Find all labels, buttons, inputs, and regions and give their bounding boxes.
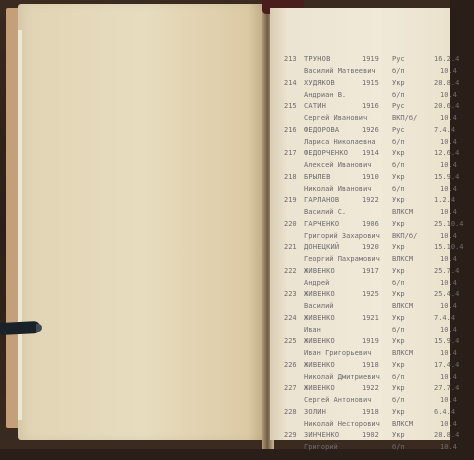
given-names: Сергей Иванович bbox=[304, 114, 368, 122]
entry-number: 218 bbox=[284, 172, 297, 181]
date-primary: 17.4.4 bbox=[434, 360, 460, 369]
entry-number: 229 bbox=[284, 431, 297, 439]
party-membership: б/п bbox=[392, 137, 405, 146]
party-membership: б/п bbox=[392, 67, 405, 75]
date-primary: 25.7.4 bbox=[434, 266, 460, 275]
date-primary: 12.6.4 bbox=[434, 149, 460, 157]
date-primary: 6.4.4 bbox=[434, 407, 456, 416]
birth-year: 1919 bbox=[362, 337, 379, 345]
date-primary: 20.6.4 bbox=[434, 102, 460, 110]
given-names: Григорий bbox=[304, 443, 338, 451]
surname: ЖИВЕНКО bbox=[304, 313, 335, 322]
surname: ГАРЛАНОВ bbox=[304, 196, 340, 204]
nationality: Укр bbox=[392, 337, 405, 345]
surname: ЖИВЕНКО bbox=[304, 266, 335, 275]
surname: ЖИВЕНКО bbox=[304, 360, 335, 369]
birth-year: 1926 bbox=[362, 125, 379, 134]
entry-number: 213 bbox=[284, 55, 297, 63]
party-membership: ВКП/б/ bbox=[392, 114, 418, 122]
date-secondary: 10.4 bbox=[440, 67, 457, 75]
date-secondary: 10.4 bbox=[440, 419, 457, 428]
party-membership: б/п bbox=[392, 396, 405, 404]
entry-number: 226 bbox=[284, 360, 297, 369]
given-names: Андрей bbox=[304, 278, 330, 287]
birth-year: 1902 bbox=[362, 431, 379, 439]
surname: ГАРЧЕНКО bbox=[304, 219, 340, 228]
party-membership: б/п bbox=[392, 90, 405, 99]
birth-year: 1917 bbox=[362, 266, 379, 275]
entry-number: 220 bbox=[284, 219, 297, 228]
nationality: Укр bbox=[392, 172, 405, 181]
entry-number: 216 bbox=[284, 125, 297, 134]
date-primary: 25.4.4 bbox=[434, 290, 460, 298]
given-names: Василий bbox=[304, 302, 334, 310]
given-names: Андриан В. bbox=[304, 90, 347, 99]
birth-year: 1910 bbox=[362, 172, 379, 181]
date-primary: 28.8.4 bbox=[434, 431, 460, 439]
date-primary: 27.7.4 bbox=[434, 384, 460, 392]
birth-year: 1915 bbox=[362, 78, 379, 87]
entry-number: 217 bbox=[284, 149, 297, 157]
party-membership: ВЛКСМ bbox=[392, 208, 414, 216]
entry-number: 222 bbox=[284, 266, 297, 275]
date-primary: 1.2.4 bbox=[434, 196, 456, 204]
date-secondary: 10.4 bbox=[440, 349, 457, 357]
entry-number: 214 bbox=[284, 78, 297, 87]
entry-number: 219 bbox=[284, 196, 297, 204]
date-secondary: 10.4 bbox=[440, 114, 457, 122]
nationality: Рус bbox=[392, 55, 405, 63]
birth-year: 1919 bbox=[362, 55, 379, 63]
page-edge bbox=[18, 30, 22, 420]
register-entry bbox=[282, 430, 460, 460]
nationality: Укр bbox=[392, 78, 405, 87]
party-membership: б/п bbox=[392, 372, 405, 381]
date-secondary: 10.4 bbox=[440, 443, 457, 451]
entry-number: 225 bbox=[284, 337, 297, 345]
nationality: Укр bbox=[392, 290, 405, 298]
nationality: Укр bbox=[392, 407, 405, 416]
date-secondary: 10.4 bbox=[440, 184, 457, 193]
date-secondary: 10.4 bbox=[440, 255, 457, 263]
given-names: Лариса Николаевна bbox=[304, 137, 376, 146]
pen bbox=[0, 321, 40, 335]
nationality: Укр bbox=[392, 196, 405, 204]
party-membership: б/п bbox=[392, 184, 405, 193]
date-primary: 16.2.4 bbox=[434, 55, 460, 63]
given-names: Василий Матвеевич bbox=[304, 67, 376, 75]
nationality: Укр bbox=[392, 266, 405, 275]
given-names: Сергей Антонович bbox=[304, 396, 372, 404]
given-names: Николай Иванович bbox=[304, 184, 372, 193]
nationality: Укр bbox=[392, 384, 405, 392]
party-membership: б/п bbox=[392, 325, 405, 334]
birth-year: 1920 bbox=[362, 243, 379, 251]
date-secondary: 10.4 bbox=[440, 208, 457, 216]
surname: ФЕДОРОВА bbox=[304, 125, 340, 134]
nationality: Рус bbox=[392, 102, 405, 110]
birth-year: 1918 bbox=[362, 407, 379, 416]
party-membership: ВКП/б/ bbox=[392, 231, 418, 240]
date-secondary: 10.4 bbox=[440, 396, 457, 404]
nationality: Рус bbox=[392, 125, 405, 134]
birth-year: 1922 bbox=[362, 384, 379, 392]
date-secondary: 10.4 bbox=[440, 302, 457, 310]
surname: ДОНЕЦКИЙ bbox=[304, 243, 340, 251]
surname: ЗИНЧЕНКО bbox=[304, 431, 340, 439]
entry-number: 221 bbox=[284, 243, 297, 251]
party-membership: ВЛКСМ bbox=[392, 349, 414, 357]
nationality: Укр bbox=[392, 360, 405, 369]
entry-number: 215 bbox=[284, 102, 297, 110]
entry-number: 228 bbox=[284, 407, 297, 416]
given-names: Николай Несторович bbox=[304, 419, 380, 428]
date-secondary: 10.4 bbox=[440, 372, 457, 381]
date-primary: 7.4.4 bbox=[434, 313, 456, 322]
surname: ФЕДОРЧЕНКО bbox=[304, 149, 349, 157]
given-names: Алексей Иванович bbox=[304, 161, 372, 169]
given-names: Иван bbox=[304, 325, 321, 334]
given-names: Николай Дмитриевич bbox=[304, 372, 380, 381]
birth-year: 1906 bbox=[362, 219, 379, 228]
surname: ЖИВЕНКО bbox=[304, 384, 335, 392]
birth-year: 1921 bbox=[362, 313, 379, 322]
nationality: Укр bbox=[392, 219, 405, 228]
entry-number: 224 bbox=[284, 313, 297, 322]
party-membership: ВЛКСМ bbox=[392, 419, 414, 428]
date-primary: 15.9.4 bbox=[434, 337, 460, 345]
party-membership: ВЛКСМ bbox=[392, 255, 414, 263]
nationality: Укр bbox=[392, 243, 405, 251]
date-secondary: 10.4 bbox=[440, 90, 457, 99]
given-names: Георгий Пахрамович bbox=[304, 255, 380, 263]
surname: САТИН bbox=[304, 102, 327, 110]
birth-year: 1914 bbox=[362, 149, 379, 157]
entry-number: 223 bbox=[284, 290, 297, 298]
left-blank-page bbox=[18, 4, 268, 440]
party-membership: б/п bbox=[392, 443, 405, 451]
surname: ЗОЛИН bbox=[304, 407, 327, 416]
birth-year: 1922 bbox=[362, 196, 379, 204]
date-secondary: 10.4 bbox=[440, 325, 457, 334]
date-primary: 25.10.4 bbox=[434, 219, 464, 228]
nationality: Укр bbox=[392, 313, 405, 322]
nationality: Укр bbox=[392, 149, 405, 157]
date-secondary: 10.4 bbox=[440, 161, 457, 169]
date-primary: 15.9.4 bbox=[434, 172, 460, 181]
surname: БРЫЛЕВ bbox=[304, 172, 331, 181]
surname: ТРУНОВ bbox=[304, 55, 331, 63]
given-names: Григорий Захарович bbox=[304, 231, 380, 240]
party-membership: б/п bbox=[392, 278, 405, 287]
date-secondary: 10.4 bbox=[440, 137, 457, 146]
birth-year: 1916 bbox=[362, 102, 379, 110]
party-membership: ВЛКСМ bbox=[392, 302, 414, 310]
nationality: Укр bbox=[392, 431, 405, 439]
surname: ЖИВЕНКО bbox=[304, 290, 335, 298]
given-names: Иван Григорьевич bbox=[304, 349, 372, 357]
given-names: Василий С. bbox=[304, 208, 347, 216]
surname: ЖИВЕНКО bbox=[304, 337, 335, 345]
date-secondary: 10.4 bbox=[440, 231, 457, 240]
birth-year: 1925 bbox=[362, 290, 379, 298]
birth-year: 1918 bbox=[362, 360, 379, 369]
date-secondary: 10.4 bbox=[440, 278, 457, 287]
surname: ХУДЯКОВ bbox=[304, 78, 335, 87]
date-primary: 15.10.4 bbox=[434, 243, 464, 251]
date-primary: 28.8.4 bbox=[434, 78, 460, 87]
date-primary: 7.4.4 bbox=[434, 125, 456, 134]
entry-number: 227 bbox=[284, 384, 297, 392]
party-membership: б/п bbox=[392, 161, 405, 169]
